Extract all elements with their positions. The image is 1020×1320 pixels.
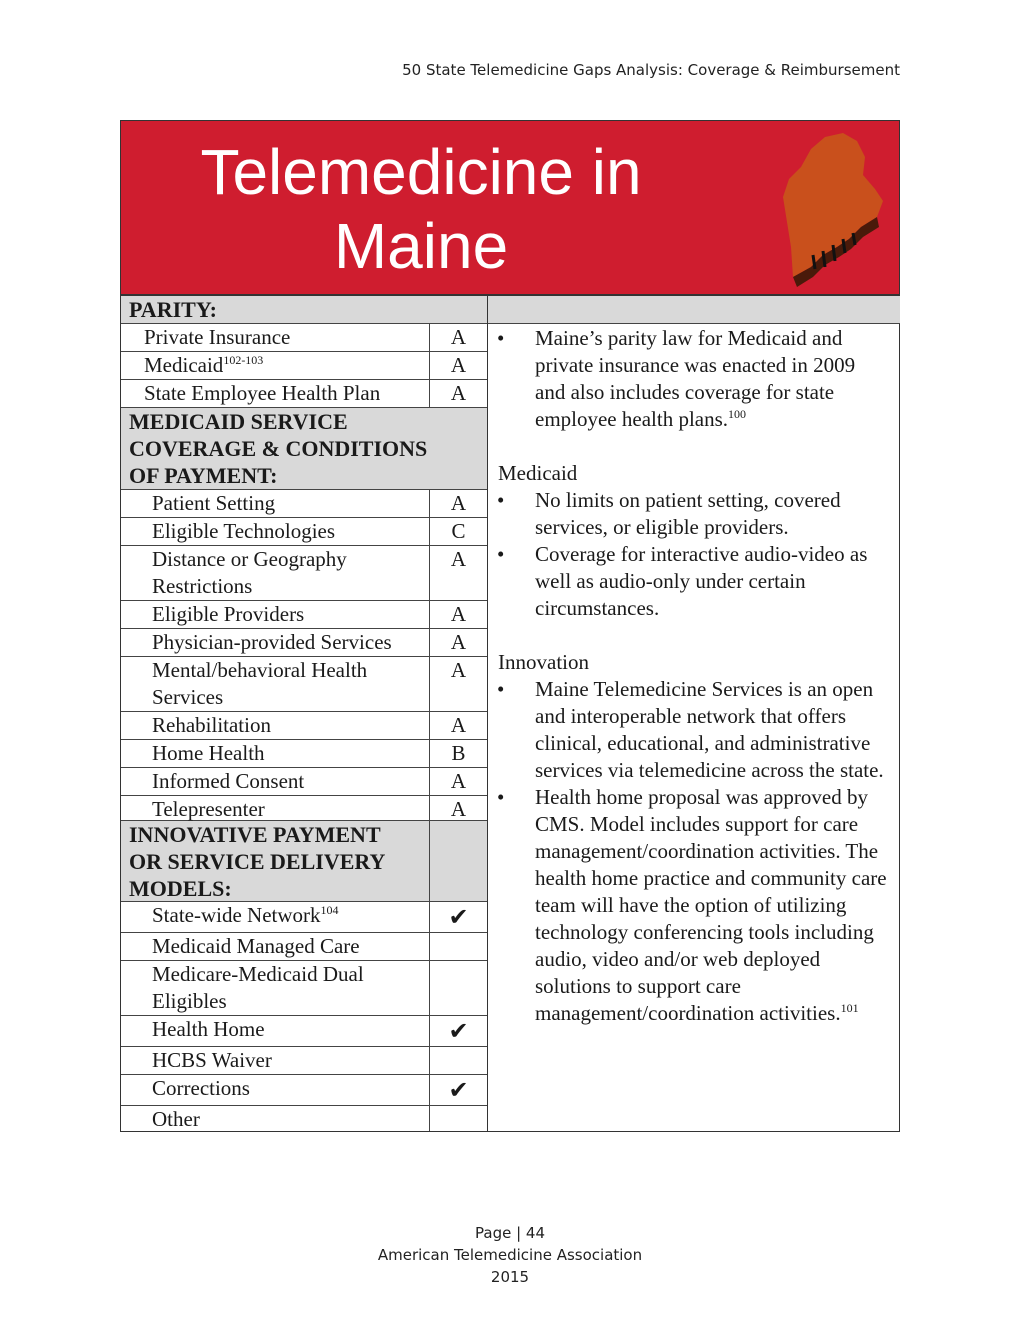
row-grade: B bbox=[429, 740, 487, 767]
row-label: HCBS Waiver bbox=[152, 1048, 272, 1072]
row-label: Telepresenter bbox=[152, 797, 265, 821]
table-row bbox=[121, 657, 487, 712]
row-label: Patient Setting bbox=[152, 491, 276, 515]
row-label: Corrections bbox=[152, 1076, 250, 1100]
table-row bbox=[121, 601, 487, 629]
row-label: Home Health bbox=[152, 741, 265, 765]
table-row bbox=[121, 933, 487, 961]
row-grade: A bbox=[429, 490, 487, 517]
row-mark bbox=[429, 961, 487, 1015]
row-grade: A bbox=[429, 768, 487, 795]
row-label: State Employee Health Plan bbox=[144, 381, 381, 405]
table-row bbox=[121, 380, 487, 408]
running-header: 50 State Telemedicine Gaps Analysis: Coverage & Reimbursement bbox=[402, 61, 900, 79]
telemedicine-grade-table bbox=[120, 295, 900, 1132]
table-row bbox=[121, 1047, 487, 1075]
row-label: Eligible Technologies bbox=[152, 519, 336, 543]
row-grade: A bbox=[429, 546, 487, 600]
list-item: • Coverage for interactive audio-video as well as audio-only under certain circumstances. bbox=[497, 542, 868, 620]
notes-header-cell bbox=[488, 296, 900, 324]
parity-heading: PARITY: bbox=[121, 296, 487, 324]
row-label: Health Home bbox=[152, 1017, 265, 1041]
row-label: Medicaid$^{102-103}$ bbox=[144, 353, 264, 377]
row-label: Medicare-Medicaid Dual Eligibles bbox=[152, 962, 364, 1013]
banner-title-line2: Maine bbox=[333, 210, 509, 282]
table-row bbox=[121, 796, 487, 821]
footer-year: 2015 bbox=[490, 1268, 530, 1286]
innovation-subheading: Innovation bbox=[498, 650, 589, 674]
maine-map-icon bbox=[753, 127, 893, 295]
notes-text bbox=[488, 325, 900, 1027]
table-row bbox=[121, 352, 487, 380]
table-row bbox=[121, 961, 487, 1016]
page-number: Page | 44 bbox=[475, 1224, 545, 1242]
table-row bbox=[121, 1075, 487, 1106]
check-mark-icon: ✔ bbox=[429, 1075, 487, 1105]
table-row bbox=[121, 629, 487, 657]
grades-column bbox=[121, 296, 487, 1131]
list-item: • Health home proposal was approved by CMS. Model includes support for care management/coordination activities. The health home practice and community care team will have the option of utilizing technology conferencing tools including audio, video and/or web deployed solutions to support care management/coordination activities.$^{101}$ bbox=[497, 785, 887, 1025]
row-label: Informed Consent bbox=[152, 769, 305, 793]
row-label: Private Insurance bbox=[144, 325, 291, 349]
row-grade: A bbox=[429, 601, 487, 628]
medicaid-subheading: Medicaid bbox=[498, 461, 578, 485]
table-row bbox=[121, 490, 487, 518]
check-mark-icon: ✔ bbox=[429, 902, 487, 932]
title-banner bbox=[120, 120, 900, 295]
row-label: Eligible Providers bbox=[152, 602, 305, 626]
medicaid-coverage-heading: MEDICAID SERVICE COVERAGE & CONDITIONS OF PAYMENT: bbox=[121, 408, 487, 490]
row-label: State-wide Network$^{104}$ bbox=[152, 903, 339, 927]
table-row bbox=[121, 1106, 487, 1131]
row-label: Rehabilitation bbox=[152, 713, 271, 737]
table-row bbox=[121, 518, 487, 546]
row-label: Other bbox=[152, 1107, 200, 1131]
row-mark bbox=[429, 933, 487, 960]
table-row bbox=[121, 768, 487, 796]
footer-organization: American Telemedicine Association bbox=[377, 1246, 643, 1264]
row-label: Physician-provided Services bbox=[152, 630, 392, 654]
banner-title bbox=[161, 135, 681, 283]
table-row bbox=[121, 712, 487, 740]
row-grade: A bbox=[429, 712, 487, 739]
banner-title-line1: Telemedicine in bbox=[200, 136, 642, 208]
row-grade: C bbox=[429, 518, 487, 545]
row-grade: A bbox=[429, 796, 487, 820]
row-label: Medicaid Managed Care bbox=[152, 934, 360, 958]
check-mark-icon: ✔ bbox=[429, 1016, 487, 1046]
row-grade: A bbox=[429, 629, 487, 656]
row-grade: A bbox=[429, 657, 487, 711]
row-mark bbox=[429, 1106, 487, 1131]
row-grade: A bbox=[429, 352, 487, 379]
list-item: • No limits on patient setting, covered services, or eligible providers. bbox=[497, 488, 841, 539]
list-item: • Maine’s parity law for Medicaid and private insurance was enacted in 2009 and also includes coverage for state employee health plans.$^{100}$ bbox=[497, 326, 856, 431]
table-row bbox=[121, 902, 487, 933]
row-label: Mental/behavioral Health Services bbox=[152, 658, 368, 709]
table-row bbox=[121, 740, 487, 768]
list-item: • Maine Telemedicine Services is an open and interoperable network that offers clinical, educational, and administrative services via telemedicine across the state. bbox=[497, 677, 884, 782]
table-row bbox=[121, 1016, 487, 1047]
row-grade: A bbox=[429, 380, 487, 407]
table-row bbox=[121, 324, 487, 352]
table-row bbox=[121, 546, 487, 601]
row-label: Distance or Geography Restrictions bbox=[152, 547, 347, 598]
notes-column bbox=[487, 296, 900, 1131]
row-grade: A bbox=[429, 324, 487, 351]
innovative-models-heading: INNOVATIVE PAYMENT OR SERVICE DELIVERY MODELS: bbox=[121, 821, 487, 902]
row-mark bbox=[429, 1047, 487, 1074]
